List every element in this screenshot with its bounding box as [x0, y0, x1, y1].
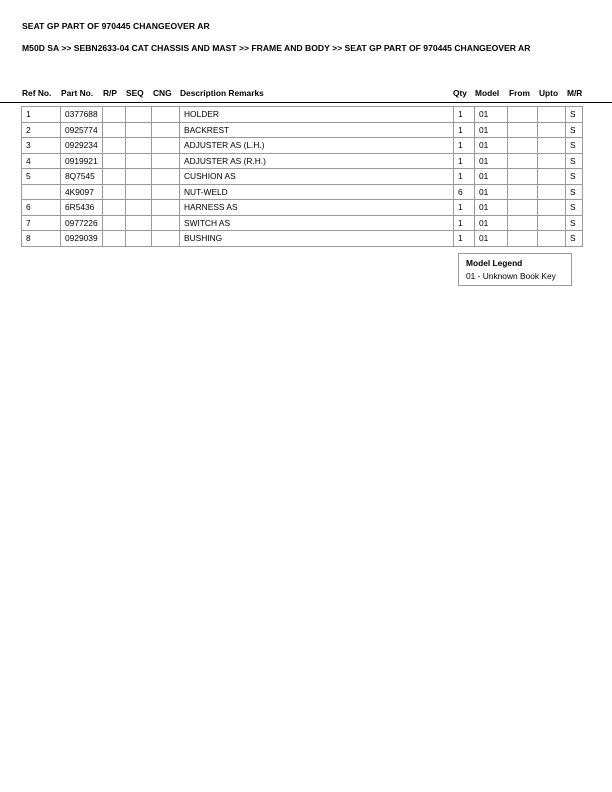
- cell-ref-no: 8: [22, 231, 61, 247]
- cell-model: 01: [475, 122, 508, 138]
- cell-model: 01: [475, 184, 508, 200]
- cell-rp: [103, 107, 126, 123]
- cell-qty: 1: [454, 215, 475, 231]
- cell-model: 01: [475, 107, 508, 123]
- cell-description: CUSHION AS: [180, 169, 454, 185]
- cell-part-no: 0377688: [61, 107, 103, 123]
- cell-cng: [152, 231, 180, 247]
- table-header: [22, 88, 590, 100]
- cell-qty: 1: [454, 231, 475, 247]
- cell-mr: S: [566, 184, 583, 200]
- cell-cng: [152, 169, 180, 185]
- table-row: [22, 184, 583, 200]
- cell-model: 01: [475, 153, 508, 169]
- cell-seq: [126, 153, 152, 169]
- cell-cng: [152, 184, 180, 200]
- cell-upto: [538, 169, 566, 185]
- cell-from: [508, 184, 538, 200]
- cell-qty: 1: [454, 153, 475, 169]
- cell-ref-no: 5: [22, 169, 61, 185]
- cell-rp: [103, 169, 126, 185]
- table-row: [22, 138, 583, 154]
- cell-ref-no: [22, 184, 61, 200]
- cell-model: 01: [475, 169, 508, 185]
- cell-mr: S: [566, 153, 583, 169]
- cell-from: [508, 138, 538, 154]
- page-title: SEAT GP PART OF 970445 CHANGEOVER AR: [22, 21, 210, 31]
- cell-part-no: 6R5436: [61, 200, 103, 216]
- cell-from: [508, 153, 538, 169]
- table-row: [22, 153, 583, 169]
- cell-description: NUT-WELD: [180, 184, 454, 200]
- column-header-rp: R/P: [103, 88, 117, 98]
- cell-model: 01: [475, 138, 508, 154]
- cell-model: 01: [475, 200, 508, 216]
- parts-table: [21, 106, 583, 247]
- cell-mr: S: [566, 215, 583, 231]
- cell-cng: [152, 138, 180, 154]
- cell-part-no: 8Q7545: [61, 169, 103, 185]
- column-header-ref-no: Ref No.: [22, 88, 52, 98]
- cell-rp: [103, 184, 126, 200]
- cell-from: [508, 215, 538, 231]
- cell-from: [508, 122, 538, 138]
- cell-from: [508, 231, 538, 247]
- cell-upto: [538, 138, 566, 154]
- cell-upto: [538, 122, 566, 138]
- cell-qty: 1: [454, 169, 475, 185]
- cell-cng: [152, 153, 180, 169]
- cell-mr: S: [566, 169, 583, 185]
- cell-mr: S: [566, 122, 583, 138]
- cell-ref-no: 3: [22, 138, 61, 154]
- column-header-mr: M/R: [567, 88, 583, 98]
- cell-seq: [126, 200, 152, 216]
- cell-from: [508, 169, 538, 185]
- cell-mr: S: [566, 231, 583, 247]
- cell-upto: [538, 107, 566, 123]
- cell-ref-no: 7: [22, 215, 61, 231]
- cell-part-no: 0929234: [61, 138, 103, 154]
- column-header-model: Model: [475, 88, 500, 98]
- breadcrumb: M50D SA >> SEBN2633-04 CAT CHASSIS AND MAST >> FRAME AND BODY >> SEAT GP PART OF 970445 CHANGEOVER AR: [22, 43, 531, 53]
- cell-seq: [126, 107, 152, 123]
- cell-from: [508, 107, 538, 123]
- cell-part-no: 0925774: [61, 122, 103, 138]
- cell-mr: S: [566, 138, 583, 154]
- model-legend-title: Model Legend: [466, 258, 523, 268]
- cell-description: BACKREST: [180, 122, 454, 138]
- cell-upto: [538, 153, 566, 169]
- cell-part-no: 0919921: [61, 153, 103, 169]
- cell-description: HOLDER: [180, 107, 454, 123]
- cell-cng: [152, 200, 180, 216]
- cell-ref-no: 4: [22, 153, 61, 169]
- cell-ref-no: 2: [22, 122, 61, 138]
- table-row: [22, 215, 583, 231]
- cell-qty: 6: [454, 184, 475, 200]
- model-legend-entry: 01 - Unknown Book Key: [466, 271, 556, 281]
- model-legend: [458, 253, 572, 286]
- cell-rp: [103, 153, 126, 169]
- cell-description: BUSHING: [180, 231, 454, 247]
- cell-part-no: 4K9097: [61, 184, 103, 200]
- cell-cng: [152, 122, 180, 138]
- cell-mr: S: [566, 200, 583, 216]
- cell-seq: [126, 215, 152, 231]
- cell-qty: 1: [454, 107, 475, 123]
- column-header-upto: Upto: [539, 88, 559, 98]
- cell-from: [508, 200, 538, 216]
- table-row: [22, 169, 583, 185]
- cell-rp: [103, 215, 126, 231]
- cell-description: ADJUSTER AS (L.H.): [180, 138, 454, 154]
- cell-description: SWITCH AS: [180, 215, 454, 231]
- cell-upto: [538, 184, 566, 200]
- cell-mr: S: [566, 107, 583, 123]
- cell-model: 01: [475, 215, 508, 231]
- cell-seq: [126, 231, 152, 247]
- cell-model: 01: [475, 231, 508, 247]
- column-header-description: Description Remarks: [180, 88, 264, 98]
- cell-qty: 1: [454, 138, 475, 154]
- cell-upto: [538, 200, 566, 216]
- cell-upto: [538, 215, 566, 231]
- cell-ref-no: 6: [22, 200, 61, 216]
- table-row: [22, 107, 583, 123]
- cell-rp: [103, 231, 126, 247]
- cell-rp: [103, 122, 126, 138]
- table-row: [22, 200, 583, 216]
- cell-part-no: 0977226: [61, 215, 103, 231]
- cell-seq: [126, 169, 152, 185]
- table-row: [22, 122, 583, 138]
- cell-seq: [126, 122, 152, 138]
- cell-qty: 1: [454, 200, 475, 216]
- header-divider: [0, 102, 612, 103]
- cell-description: HARNESS AS: [180, 200, 454, 216]
- column-header-part-no: Part No.: [61, 88, 94, 98]
- column-header-cng: CNG: [153, 88, 172, 98]
- cell-seq: [126, 138, 152, 154]
- cell-cng: [152, 107, 180, 123]
- cell-rp: [103, 200, 126, 216]
- cell-part-no: 0929039: [61, 231, 103, 247]
- column-header-seq: SEQ: [126, 88, 144, 98]
- table-row: [22, 231, 583, 247]
- cell-description: ADJUSTER AS (R.H.): [180, 153, 454, 169]
- cell-qty: 1: [454, 122, 475, 138]
- cell-seq: [126, 184, 152, 200]
- column-header-from: From: [509, 88, 530, 98]
- cell-upto: [538, 231, 566, 247]
- column-header-qty: Qty: [453, 88, 467, 98]
- cell-ref-no: 1: [22, 107, 61, 123]
- cell-rp: [103, 138, 126, 154]
- cell-cng: [152, 215, 180, 231]
